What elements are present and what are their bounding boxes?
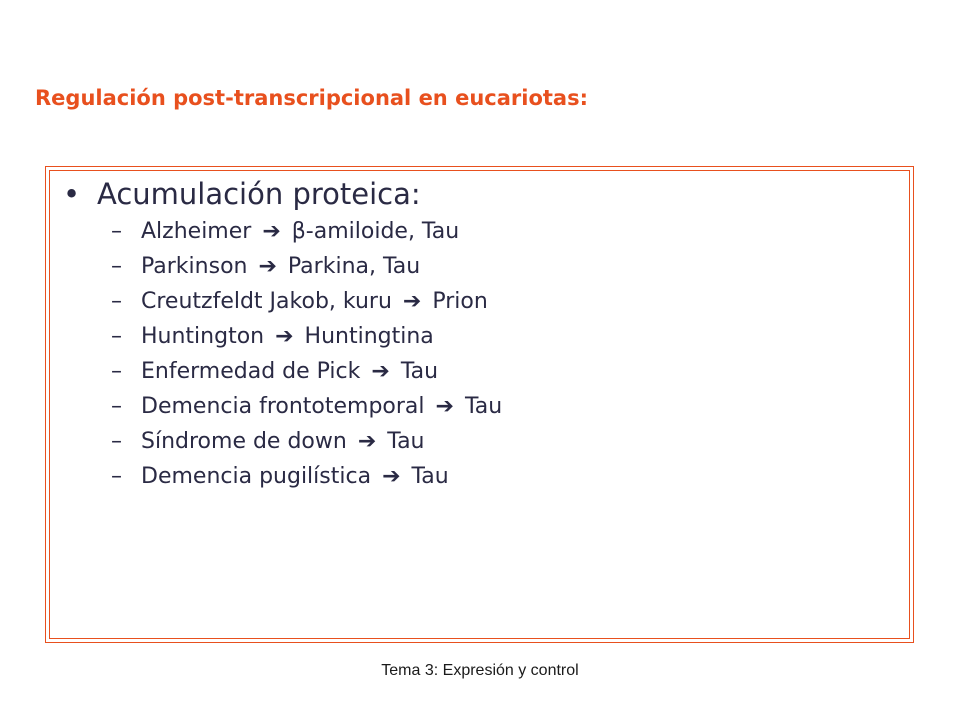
slide-footer: Tema 3: Expresión y control: [381, 662, 579, 679]
protein-name: Tau: [411, 464, 449, 489]
dash: –: [111, 219, 122, 244]
dash: –: [111, 289, 122, 314]
disease-name: Huntington: [141, 324, 265, 349]
disease-name: Demencia pugilística: [141, 464, 372, 489]
dash: –: [111, 324, 122, 349]
list-item: [111, 424, 502, 459]
main-bullet-text: Acumulación proteica:: [97, 177, 421, 211]
disease-name: Creutzfeldt Jakob, kuru: [141, 289, 392, 314]
protein-name: Parkina, Tau: [287, 254, 421, 279]
protein-name: Tau: [464, 394, 503, 419]
dash: –: [111, 254, 122, 279]
protein-name: Huntingtina: [304, 324, 434, 349]
protein-name: β-amiloide, Tau: [291, 219, 460, 244]
content-box: [45, 166, 914, 643]
list-item: [111, 284, 502, 319]
disease-list: [111, 214, 502, 494]
arrow-right-icon: ➔: [382, 464, 401, 489]
disease-name: Síndrome de down: [141, 429, 347, 454]
arrow-right-icon: ➔: [435, 394, 454, 419]
bullet-dot: •: [63, 177, 81, 211]
dash: –: [111, 359, 122, 384]
disease-name: Enfermedad de Pick: [141, 359, 361, 384]
list-item: [111, 214, 502, 249]
list-item: [111, 354, 502, 389]
disease-name: Parkinson: [141, 254, 248, 279]
list-item: [111, 319, 502, 354]
disease-name: Demencia frontotemporal: [141, 394, 425, 419]
slide-title: Regulación post-transcripcional en eucariotas:: [35, 86, 588, 110]
main-bullet: [63, 177, 421, 211]
protein-name: Prion: [432, 289, 488, 314]
content-box-inner-border: [49, 170, 910, 639]
dash: –: [111, 394, 122, 419]
list-item: [111, 389, 502, 424]
arrow-right-icon: ➔: [371, 359, 390, 384]
arrow-right-icon: ➔: [357, 429, 377, 454]
protein-name: Tau: [387, 429, 425, 454]
arrow-right-icon: ➔: [275, 324, 294, 349]
dash: –: [111, 464, 122, 489]
arrow-right-icon: ➔: [402, 289, 422, 314]
arrow-right-icon: ➔: [258, 254, 277, 279]
disease-name: Alzheimer: [141, 219, 252, 244]
list-item: [111, 249, 502, 284]
dash: –: [111, 429, 122, 454]
protein-name: Tau: [400, 359, 439, 384]
list-item: [111, 459, 502, 494]
arrow-right-icon: ➔: [262, 219, 281, 244]
